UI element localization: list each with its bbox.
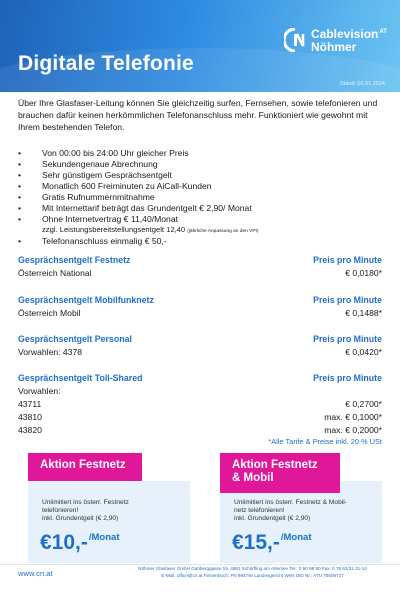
rate-label: 43810 [18,412,42,422]
list-item: • Mit Internettarif beträgt das Grundentgelt € 2,90/ Monat [18,203,252,213]
website-link[interactable]: www.cn.at [18,569,53,578]
list-item: • Sekundengenaue Abrechnung [18,159,158,169]
rate-price: max. € 0,2000* [324,425,382,435]
promo-festnetz [18,453,190,563]
section-personal [18,333,382,359]
rate-label: Österreich National [18,268,92,278]
list-item: • Sehr günstigem Gesprächsentgelt [18,170,172,180]
rate-label: 43820 [18,425,42,435]
promo-festnetz-mobil [210,453,382,563]
promo-tag: Aktion Festnetz [28,453,142,481]
section-festnetz [18,254,382,280]
promo-description: Unlimitiert ins österr. Festnetz & Mobil- netz telefonieren! inkl. Grundentgelt (€ 2,90) [234,499,347,522]
cablevision-logo-icon [284,28,306,52]
intro-text: Über Ihre Glasfaser-Leitung können Sie gleichzeitig surfen, Fernsehen, sowie telefonieren und brauchen dafür keinen herkömmlichen Telefonanschluss mehr. Funktioniert wie gewohnt mit Ihrem bestehenden Telefon. [18,98,378,132]
list-item: • Ohne Internetvertrag € 11,40/Monat zzgl. Leistungsbereitstellungsentgelt 12,40 (jährliche Anpassung an den VPI) [18,214,259,234]
rate-price: € 0,2700* [345,399,382,409]
logo-text-noehmer: Nöhmer [311,40,357,54]
logo-text-cablevision: Cablevision$^{AT}$ [311,27,387,41]
page-title: Digitale Telefonie [18,52,194,75]
rate-label: Vorwahlen: 4378 [18,347,83,357]
rate-label: Vorwahlen: [18,386,61,396]
rate-price: € 0,1488* [345,308,382,318]
header-banner [0,0,400,92]
section-heading: Gesprächsentgelt Personal [18,334,132,344]
promo-price: €15,-$^{/Monat}$ [232,531,312,554]
footer-company-info: Nöhmer Glasfaser GmbH Gahberggasse 19, 4861 Schörfling am Attersee Tel.: 0 50 98 80 Fax: 0 76 62/31 31-14 E-Mail: office@cn.at Firmenbuch: FN 99479v Landesgericht Wels UID Nr.: ATU 75608727 [138,566,367,578]
promo-description: Unlimitiert ins österr. Festnetz telefonieren! inkl. Grundentgelt (€ 2,90) [42,499,129,522]
section-mobilfunk [18,294,382,320]
rate-price: max. € 0,1000* [324,412,382,422]
stand-date: Stand: 01.01.2024 [340,81,385,87]
price-heading: Preis pro Minute [313,373,382,383]
list-item: • Von 00:00 bis 24:00 Uhr gleicher Preis [18,148,189,158]
promo-tag: Aktion Festnetz & Mobil [220,453,340,493]
section-heading: Gesprächsentgelt Toll-Shared [18,373,143,383]
rate-label: Österreich Mobil [18,308,81,318]
list-item: • Gratis Rufnummernmitnahme [18,192,155,202]
rate-label: 43711 [18,399,42,409]
brand-logo [284,24,394,56]
feature-list [18,148,388,247]
list-item: • Telefonanschluss einmalig € 50,- [18,236,167,246]
rate-price: € 0,0420* [345,347,382,357]
section-heading: Gesprächsentgelt Mobilfunknetz [18,295,154,305]
rate-price: € 0,0180* [345,268,382,278]
section-heading: Gesprächsentgelt Festnetz [18,255,131,265]
price-heading: Preis pro Minute [313,255,382,265]
vat-footnote: *Alle Tarife & Preise inkl. 20 % USt [268,437,382,446]
price-heading: Preis pro Minute [313,334,382,344]
list-item: • Monatlich 600 Freiminuten zu AiCall-Kunden [18,181,212,191]
promo-price: €10,-$^{/Monat}$ [40,531,120,554]
price-heading: Preis pro Minute [313,295,382,305]
section-toll-shared [18,372,382,437]
